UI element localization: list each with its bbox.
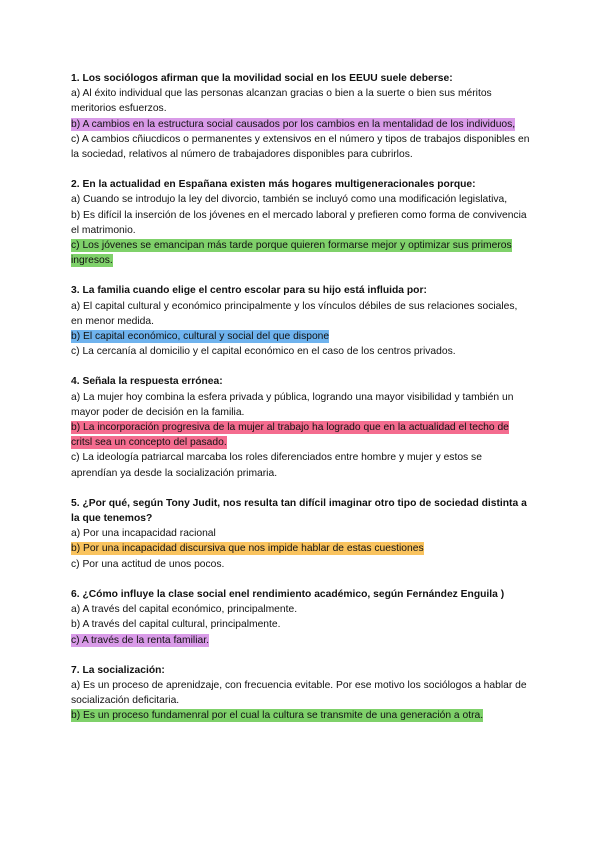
option-text: b) El capital económico, cultural y social del que dispone <box>71 331 330 343</box>
question-block <box>71 587 531 648</box>
answer-option <box>71 86 531 116</box>
answer-option <box>71 617 531 632</box>
option-text: b) A través del capital cultural, principalmente. <box>71 619 281 631</box>
option-text: c) A través de la renta familiar. <box>71 634 209 646</box>
question-block <box>71 663 531 724</box>
answer-option-highlighted <box>71 420 531 450</box>
question-block <box>71 177 531 268</box>
question-title: 1. Los sociólogos afirman que la movilidad social en los EEUU suele deberse: <box>71 73 453 84</box>
answer-option-highlighted <box>71 329 531 344</box>
question-title: 2. En la actualidad en Españana existen más hogares multigeneracionales porque: <box>71 179 476 191</box>
option-text: b) Por una incapacidad discursiva que nos impide hablar de estas cuestiones <box>71 543 424 555</box>
option-text: a) Cuando se introdujo la ley del divorcio, también se incluyó como una modificación legislativa, <box>71 194 508 206</box>
option-text: a) Es un proceso de aprenidzaje, con frecuencia evitable. Por ese motivo los sociólogos a hablar de socialización deficitaria. <box>71 679 527 707</box>
answer-option-highlighted <box>71 238 531 268</box>
question-block <box>71 496 531 572</box>
question-block <box>71 374 531 480</box>
question-block <box>71 71 531 162</box>
option-text: c) Por una actitud de unos pocos. <box>71 558 225 570</box>
question-block <box>71 283 531 359</box>
option-text: c) La cercanía al domicilio y el capital económico en el caso de los centros privados. <box>71 346 456 358</box>
question-title: 3. La familia cuando elige el centro escolar para su hijo está influida por: <box>71 285 427 297</box>
option-text: c) Los jóvenes se emancipan más tarde porque quieren formarse mejor y optimizar sus primeros ingresos. <box>71 240 512 267</box>
option-text: a) La mujer hoy combina la esfera privada y pública, logrando una mayor visibilidad y también un mayor poder de decisión en la familia. <box>71 391 514 418</box>
answer-option <box>71 192 531 207</box>
answer-option-highlighted <box>71 541 531 556</box>
option-text: c) La ideología patriarcal marcaba los roles diferenciados entre hombre y mujer y estos se aprendían ya desde la socialización primaria. <box>71 452 482 479</box>
answer-option <box>71 299 531 329</box>
option-text: a) El capital cultural y económico principalmente y los vínculos débiles de sus relaciones sociales, en menor medida. <box>71 300 518 327</box>
answer-option <box>71 344 531 359</box>
option-text: a) A través del capital económico, principalmente. <box>71 604 298 616</box>
answer-option <box>71 557 531 572</box>
option-text: c) A cambios cñiucdicos o permanentes y extensivos en el número y tipos de trabajos disponibles en la sociedad, relativos al número de trabajadores disponibles para cubrirlos. <box>71 133 530 161</box>
option-text: b) Es un proceso fundamenral por el cual la cultura se transmite de una generación a otra. <box>71 710 484 722</box>
question-title: 5. ¿Por qué, según Tony Judit, nos resulta tan difícil imaginar otro tipo de sociedad distinta a la que tenemos? <box>71 497 527 525</box>
answer-option <box>71 526 531 541</box>
answer-option-highlighted <box>71 633 531 648</box>
question-title: 6. ¿Cómo influye la clase social enel rendimiento académico, según Fernández Enguila ) <box>71 588 505 600</box>
option-text: a) Por una incapacidad racional <box>71 528 216 540</box>
option-text: b) Es difícil la inserción de los jóvenes en el mercado laboral y prefieren como forma de convivencia el matrimonio. <box>71 209 527 236</box>
answer-option <box>71 390 531 420</box>
answer-option <box>71 208 531 238</box>
question-title: 7. La socialización: <box>71 664 165 676</box>
option-text: b) A cambios en la estructura social causados por los cambios en la mentalidad de los individuos, <box>71 118 516 130</box>
quiz-content <box>71 71 531 739</box>
answer-option-highlighted <box>71 117 531 132</box>
answer-option <box>71 132 531 162</box>
answer-option <box>71 450 531 480</box>
answer-option-highlighted <box>71 708 531 723</box>
question-title: 4. Señala la respuesta errónea: <box>71 376 223 388</box>
option-text: a) Al éxito individual que las personas alcanzan gracias o bien a la suerte o bien sus méritos meritorios esfuerzos. <box>71 88 492 115</box>
answer-option <box>71 602 531 617</box>
answer-option <box>71 678 531 708</box>
option-text: b) La incorporación progresiva de la mujer al trabajo ha logrado que en la actualidad el techo de critsl sea un concepto del pasado. <box>71 422 509 449</box>
